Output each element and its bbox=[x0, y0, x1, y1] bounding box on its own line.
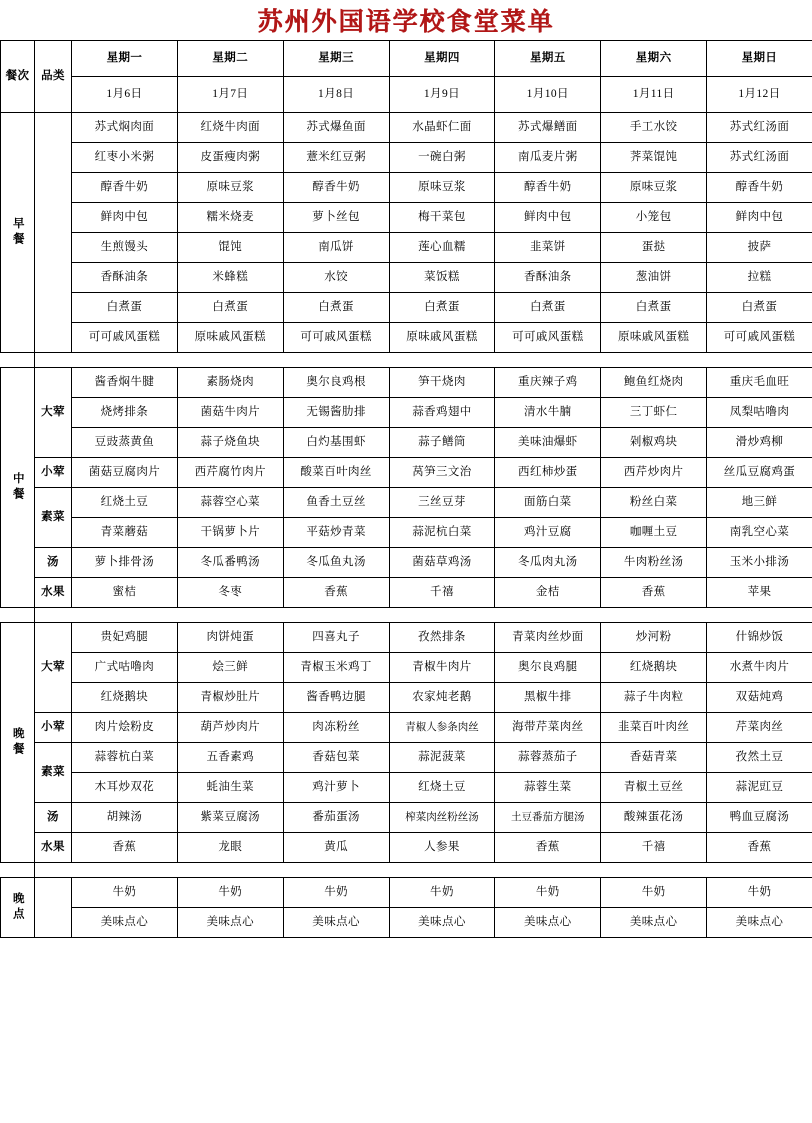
dish-cell: 农家炖老鹅 bbox=[389, 683, 495, 713]
header-weekday-7: 星期日 bbox=[707, 41, 812, 77]
meal-name-晚点 bbox=[1, 878, 35, 938]
menu-row bbox=[1, 578, 812, 608]
menu-row bbox=[1, 773, 812, 803]
dish-cell: 蒜香鸡翅中 bbox=[389, 398, 495, 428]
dish-cell: 白煮蛋 bbox=[707, 293, 812, 323]
header-weekday-2: 星期二 bbox=[177, 41, 283, 77]
dish-cell: 榨菜肉丝粉丝汤 bbox=[389, 803, 495, 833]
dish-cell: 蒜泥豇豆 bbox=[707, 773, 812, 803]
dish-cell: 牛奶 bbox=[72, 878, 178, 908]
dish-cell: 三丝豆芽 bbox=[389, 488, 495, 518]
dish-cell: 牛肉粉丝汤 bbox=[601, 548, 707, 578]
header-date-2: 1月7日 bbox=[177, 77, 283, 113]
dish-cell: 葱油饼 bbox=[601, 263, 707, 293]
dish-cell: 蚝油生菜 bbox=[177, 773, 283, 803]
dish-cell: 原味戚风蛋糕 bbox=[601, 323, 707, 353]
dish-cell: 肉饼炖蛋 bbox=[177, 623, 283, 653]
dish-cell: 千禧 bbox=[601, 833, 707, 863]
spacer-band bbox=[35, 863, 812, 878]
header-date-4: 1月9日 bbox=[389, 77, 495, 113]
menu-row bbox=[1, 713, 812, 743]
spacer-cell bbox=[1, 353, 35, 368]
dish-cell: 鸡汁豆腐 bbox=[495, 518, 601, 548]
header-row-weekdays bbox=[1, 41, 812, 77]
dish-cell: 薏米红豆粥 bbox=[283, 143, 389, 173]
dish-cell: 可可戚风蛋糕 bbox=[72, 323, 178, 353]
header-weekday-4: 星期四 bbox=[389, 41, 495, 77]
header-date-1: 1月6日 bbox=[72, 77, 178, 113]
dish-cell: 蒜蓉空心菜 bbox=[177, 488, 283, 518]
dish-cell: 平菇炒青菜 bbox=[283, 518, 389, 548]
dish-cell: 重庆辣子鸡 bbox=[495, 368, 601, 398]
dish-cell: 皮蛋瘦肉粥 bbox=[177, 143, 283, 173]
category-label-小荤: 小荤 bbox=[35, 713, 72, 743]
dish-cell: 肉冻粉丝 bbox=[283, 713, 389, 743]
dish-cell: 香酥油条 bbox=[72, 263, 178, 293]
menu-row bbox=[1, 458, 812, 488]
dish-cell: 蒜子鳝筒 bbox=[389, 428, 495, 458]
menu-row bbox=[1, 548, 812, 578]
dish-cell: 什锦炒饭 bbox=[707, 623, 812, 653]
menu-row bbox=[1, 293, 812, 323]
category-label-汤: 汤 bbox=[35, 803, 72, 833]
dish-cell: 酱香焖牛腱 bbox=[72, 368, 178, 398]
dish-cell: 手工水饺 bbox=[601, 113, 707, 143]
dish-cell: 蒜泥菠菜 bbox=[389, 743, 495, 773]
dish-cell: 香菇包菜 bbox=[283, 743, 389, 773]
dish-cell: 龙眼 bbox=[177, 833, 283, 863]
spacer-cell bbox=[1, 863, 35, 878]
dish-cell: 青椒炒肚片 bbox=[177, 683, 283, 713]
menu-row bbox=[1, 368, 812, 398]
dish-cell: 干锅萝卜片 bbox=[177, 518, 283, 548]
menu-row bbox=[1, 323, 812, 353]
dish-cell: 肉片烩粉皮 bbox=[72, 713, 178, 743]
header-category-label: 品类 bbox=[35, 41, 72, 113]
dish-cell: 海带芹菜肉丝 bbox=[495, 713, 601, 743]
dish-cell: 南瓜麦片粥 bbox=[495, 143, 601, 173]
dish-cell: 丝瓜豆腐鸡蛋 bbox=[707, 458, 812, 488]
dish-cell: 黑椒牛排 bbox=[495, 683, 601, 713]
dish-cell: 西红柿炒蛋 bbox=[495, 458, 601, 488]
dish-cell: 青椒土豆丝 bbox=[601, 773, 707, 803]
dish-cell: 广式咕噜肉 bbox=[72, 653, 178, 683]
dish-cell: 韭菜饼 bbox=[495, 233, 601, 263]
dish-cell: 紫菜豆腐汤 bbox=[177, 803, 283, 833]
dish-cell: 面筋白菜 bbox=[495, 488, 601, 518]
dish-cell: 醇香牛奶 bbox=[495, 173, 601, 203]
dish-cell: 葫芦炒肉片 bbox=[177, 713, 283, 743]
dish-cell: 蒜蓉杭白菜 bbox=[72, 743, 178, 773]
dish-cell: 原味豆浆 bbox=[177, 173, 283, 203]
dish-cell: 原味豆浆 bbox=[601, 173, 707, 203]
dish-cell: 南乳空心菜 bbox=[707, 518, 812, 548]
dish-cell: 美味点心 bbox=[601, 908, 707, 938]
header-date-5: 1月10日 bbox=[495, 77, 601, 113]
dish-cell: 青椒人参条肉丝 bbox=[389, 713, 495, 743]
dish-cell: 米蜂糕 bbox=[177, 263, 283, 293]
dish-cell: 四喜丸子 bbox=[283, 623, 389, 653]
meal-name-早餐 bbox=[1, 113, 35, 353]
dish-cell: 拉糕 bbox=[707, 263, 812, 293]
dish-cell: 双菇炖鸡 bbox=[707, 683, 812, 713]
menu-row bbox=[1, 878, 812, 908]
dish-cell: 苹果 bbox=[707, 578, 812, 608]
dish-cell: 牛奶 bbox=[283, 878, 389, 908]
header-date-6: 1月11日 bbox=[601, 77, 707, 113]
menu-row bbox=[1, 743, 812, 773]
dish-cell: 玉米小排汤 bbox=[707, 548, 812, 578]
dish-cell: 美味点心 bbox=[707, 908, 812, 938]
dish-cell: 牛奶 bbox=[601, 878, 707, 908]
dish-cell: 萝卜丝包 bbox=[283, 203, 389, 233]
dish-cell: 无锡酱肋排 bbox=[283, 398, 389, 428]
dish-cell: 滑炒鸡柳 bbox=[707, 428, 812, 458]
dish-cell: 南瓜饼 bbox=[283, 233, 389, 263]
menu-row bbox=[1, 653, 812, 683]
dish-cell: 生煎馒头 bbox=[72, 233, 178, 263]
dish-cell: 水晶虾仁面 bbox=[389, 113, 495, 143]
dish-cell: 孜然土豆 bbox=[707, 743, 812, 773]
dish-cell: 荠菜馄饨 bbox=[601, 143, 707, 173]
dish-cell: 西芹炒肉片 bbox=[601, 458, 707, 488]
dish-cell: 冬瓜番鸭汤 bbox=[177, 548, 283, 578]
meal-name-text: 晚点 bbox=[11, 892, 24, 923]
header-weekday-1: 星期一 bbox=[72, 41, 178, 77]
dish-cell: 笋干烧肉 bbox=[389, 368, 495, 398]
dish-cell: 美味点心 bbox=[495, 908, 601, 938]
dish-cell: 冬枣 bbox=[177, 578, 283, 608]
dish-cell: 白灼基围虾 bbox=[283, 428, 389, 458]
dish-cell: 番茄蛋汤 bbox=[283, 803, 389, 833]
dish-cell: 冬瓜肉丸汤 bbox=[495, 548, 601, 578]
dish-cell: 香蕉 bbox=[707, 833, 812, 863]
dish-cell: 三丁虾仁 bbox=[601, 398, 707, 428]
category-label-none bbox=[35, 113, 72, 353]
header-weekday-6: 星期六 bbox=[601, 41, 707, 77]
dish-cell: 烩三鲜 bbox=[177, 653, 283, 683]
dish-cell: 红烧鹅块 bbox=[72, 683, 178, 713]
dish-cell: 炒河粉 bbox=[601, 623, 707, 653]
dish-cell: 白煮蛋 bbox=[72, 293, 178, 323]
dish-cell: 原味豆浆 bbox=[389, 173, 495, 203]
dish-cell: 青菜肉丝炒面 bbox=[495, 623, 601, 653]
dish-cell: 蒜子烧鱼块 bbox=[177, 428, 283, 458]
dish-cell: 苏式红汤面 bbox=[707, 113, 812, 143]
dish-cell: 牛奶 bbox=[389, 878, 495, 908]
meal-name-text: 晚餐 bbox=[11, 727, 24, 758]
dish-cell: 孜然排条 bbox=[389, 623, 495, 653]
dish-cell: 苏式爆鱼面 bbox=[283, 113, 389, 143]
header-weekday-5: 星期五 bbox=[495, 41, 601, 77]
dish-cell: 美味点心 bbox=[177, 908, 283, 938]
section-spacer bbox=[1, 353, 812, 368]
dish-cell: 千禧 bbox=[389, 578, 495, 608]
menu-row bbox=[1, 233, 812, 263]
menu-row bbox=[1, 203, 812, 233]
meal-name-text: 中餐 bbox=[11, 472, 24, 503]
page-title: 苏州外国语学校食堂菜单 bbox=[257, 9, 555, 36]
dish-cell: 苏式爆鳝面 bbox=[495, 113, 601, 143]
dish-cell: 可可戚风蛋糕 bbox=[283, 323, 389, 353]
dish-cell: 醇香牛奶 bbox=[707, 173, 812, 203]
dish-cell: 可可戚风蛋糕 bbox=[707, 323, 812, 353]
menu-row bbox=[1, 623, 812, 653]
menu-row bbox=[1, 488, 812, 518]
meal-name-text: 早餐 bbox=[11, 217, 24, 248]
menu-row bbox=[1, 833, 812, 863]
dish-cell: 莲心血糯 bbox=[389, 233, 495, 263]
category-label-小荤: 小荤 bbox=[35, 458, 72, 488]
dish-cell: 木耳炒双花 bbox=[72, 773, 178, 803]
menu-row bbox=[1, 518, 812, 548]
dish-cell: 西芹腐竹肉片 bbox=[177, 458, 283, 488]
dish-cell: 香蕉 bbox=[283, 578, 389, 608]
dish-cell: 萝卜排骨汤 bbox=[72, 548, 178, 578]
category-label-素菜: 素菜 bbox=[35, 743, 72, 803]
dish-cell: 原味戚风蛋糕 bbox=[389, 323, 495, 353]
dish-cell: 美味油爆虾 bbox=[495, 428, 601, 458]
dish-cell: 香蕉 bbox=[601, 578, 707, 608]
dish-cell: 糯米烧麦 bbox=[177, 203, 283, 233]
dish-cell: 美味点心 bbox=[389, 908, 495, 938]
dish-cell: 香酥油条 bbox=[495, 263, 601, 293]
dish-cell: 红烧土豆 bbox=[389, 773, 495, 803]
menu-row bbox=[1, 113, 812, 143]
dish-cell: 牛奶 bbox=[177, 878, 283, 908]
dish-cell: 重庆毛血旺 bbox=[707, 368, 812, 398]
dish-cell: 贵妃鸡腿 bbox=[72, 623, 178, 653]
dish-cell: 金桔 bbox=[495, 578, 601, 608]
section-spacer bbox=[1, 608, 812, 623]
dish-cell: 韭菜百叶肉丝 bbox=[601, 713, 707, 743]
category-label-大荤: 大荤 bbox=[35, 623, 72, 713]
dish-cell: 蒜蓉蒸茄子 bbox=[495, 743, 601, 773]
dish-cell: 鸡汁萝卜 bbox=[283, 773, 389, 803]
dish-cell: 醇香牛奶 bbox=[283, 173, 389, 203]
dish-cell: 蒜蓉生菜 bbox=[495, 773, 601, 803]
dish-cell: 苏式焖肉面 bbox=[72, 113, 178, 143]
menu-row bbox=[1, 428, 812, 458]
category-label-水果: 水果 bbox=[35, 833, 72, 863]
menu-row bbox=[1, 143, 812, 173]
dish-cell: 鲜肉中包 bbox=[72, 203, 178, 233]
dish-cell: 梅干菜包 bbox=[389, 203, 495, 233]
dish-cell: 白煮蛋 bbox=[283, 293, 389, 323]
meal-name-晚餐 bbox=[1, 623, 35, 863]
dish-cell: 青菜蘑菇 bbox=[72, 518, 178, 548]
spacer-band bbox=[35, 608, 812, 623]
dish-cell: 鱼香土豆丝 bbox=[283, 488, 389, 518]
dish-cell: 素肠烧肉 bbox=[177, 368, 283, 398]
dish-cell: 菜饭糕 bbox=[389, 263, 495, 293]
header-row-dates bbox=[1, 77, 812, 113]
header-weekday-3: 星期三 bbox=[283, 41, 389, 77]
category-label-none bbox=[35, 878, 72, 938]
dish-cell: 青椒牛肉片 bbox=[389, 653, 495, 683]
dish-cell: 剁椒鸡块 bbox=[601, 428, 707, 458]
dish-cell: 水饺 bbox=[283, 263, 389, 293]
dish-cell: 白煮蛋 bbox=[601, 293, 707, 323]
dish-cell: 鸭血豆腐汤 bbox=[707, 803, 812, 833]
dish-cell: 地三鲜 bbox=[707, 488, 812, 518]
dish-cell: 烧烤排条 bbox=[72, 398, 178, 428]
dish-cell: 红烧土豆 bbox=[72, 488, 178, 518]
dish-cell: 粉丝白菜 bbox=[601, 488, 707, 518]
dish-cell: 香菇青菜 bbox=[601, 743, 707, 773]
dish-cell: 一碗白粥 bbox=[389, 143, 495, 173]
spacer-cell bbox=[1, 608, 35, 623]
menu-row bbox=[1, 683, 812, 713]
dish-cell: 红枣小米粥 bbox=[72, 143, 178, 173]
dish-cell: 咖喱土豆 bbox=[601, 518, 707, 548]
dish-cell: 香蕉 bbox=[72, 833, 178, 863]
dish-cell: 可可戚风蛋糕 bbox=[495, 323, 601, 353]
dish-cell: 香蕉 bbox=[495, 833, 601, 863]
dish-cell: 鲜肉中包 bbox=[495, 203, 601, 233]
dish-cell: 白煮蛋 bbox=[495, 293, 601, 323]
dish-cell: 酸菜百叶肉丝 bbox=[283, 458, 389, 488]
dish-cell: 青椒玉米鸡丁 bbox=[283, 653, 389, 683]
dish-cell: 莴笋三文治 bbox=[389, 458, 495, 488]
category-label-大荤: 大荤 bbox=[35, 368, 72, 458]
dish-cell: 红烧鹅块 bbox=[601, 653, 707, 683]
meal-name-中餐 bbox=[1, 368, 35, 608]
title-bar bbox=[0, 0, 812, 40]
dish-cell: 水煮牛肉片 bbox=[707, 653, 812, 683]
dish-cell: 白煮蛋 bbox=[177, 293, 283, 323]
dish-cell: 胡辣汤 bbox=[72, 803, 178, 833]
category-label-素菜: 素菜 bbox=[35, 488, 72, 548]
header-meal-label: 餐次 bbox=[1, 41, 35, 113]
dish-cell: 人参果 bbox=[389, 833, 495, 863]
dish-cell: 白煮蛋 bbox=[389, 293, 495, 323]
spacer-band bbox=[35, 353, 812, 368]
dish-cell: 酱香鸭边腿 bbox=[283, 683, 389, 713]
menu-row bbox=[1, 908, 812, 938]
dish-cell: 醇香牛奶 bbox=[72, 173, 178, 203]
dish-cell: 清水牛腩 bbox=[495, 398, 601, 428]
cafeteria-menu-table bbox=[0, 40, 812, 938]
dish-cell: 蛋挞 bbox=[601, 233, 707, 263]
dish-cell: 芹菜肉丝 bbox=[707, 713, 812, 743]
dish-cell: 原味戚风蛋糕 bbox=[177, 323, 283, 353]
header-date-3: 1月8日 bbox=[283, 77, 389, 113]
dish-cell: 菌菇豆腐肉片 bbox=[72, 458, 178, 488]
dish-cell: 美味点心 bbox=[283, 908, 389, 938]
dish-cell: 酸辣蛋花汤 bbox=[601, 803, 707, 833]
dish-cell: 土豆番茄方腿汤 bbox=[495, 803, 601, 833]
dish-cell: 蜜桔 bbox=[72, 578, 178, 608]
dish-cell: 红烧牛肉面 bbox=[177, 113, 283, 143]
dish-cell: 馄饨 bbox=[177, 233, 283, 263]
dish-cell: 鲍鱼红烧肉 bbox=[601, 368, 707, 398]
category-label-汤: 汤 bbox=[35, 548, 72, 578]
dish-cell: 五香素鸡 bbox=[177, 743, 283, 773]
dish-cell: 蒜子牛肉粒 bbox=[601, 683, 707, 713]
dish-cell: 鲜肉中包 bbox=[707, 203, 812, 233]
menu-row bbox=[1, 173, 812, 203]
dish-cell: 牛奶 bbox=[495, 878, 601, 908]
dish-cell: 冬瓜鱼丸汤 bbox=[283, 548, 389, 578]
dish-cell: 披萨 bbox=[707, 233, 812, 263]
menu-row bbox=[1, 803, 812, 833]
dish-cell: 凤梨咕噜肉 bbox=[707, 398, 812, 428]
menu-row bbox=[1, 263, 812, 293]
section-spacer bbox=[1, 863, 812, 878]
dish-cell: 奥尔良鸡腿 bbox=[495, 653, 601, 683]
dish-cell: 小笼包 bbox=[601, 203, 707, 233]
dish-cell: 奥尔良鸡根 bbox=[283, 368, 389, 398]
dish-cell: 黄瓜 bbox=[283, 833, 389, 863]
dish-cell: 牛奶 bbox=[707, 878, 812, 908]
dish-cell: 菌菇草鸡汤 bbox=[389, 548, 495, 578]
category-label-水果: 水果 bbox=[35, 578, 72, 608]
header-date-7: 1月12日 bbox=[707, 77, 812, 113]
dish-cell: 蒜泥杭白菜 bbox=[389, 518, 495, 548]
dish-cell: 豆豉蒸黄鱼 bbox=[72, 428, 178, 458]
menu-row bbox=[1, 398, 812, 428]
dish-cell: 苏式红汤面 bbox=[707, 143, 812, 173]
dish-cell: 美味点心 bbox=[72, 908, 178, 938]
dish-cell: 菌菇牛肉片 bbox=[177, 398, 283, 428]
